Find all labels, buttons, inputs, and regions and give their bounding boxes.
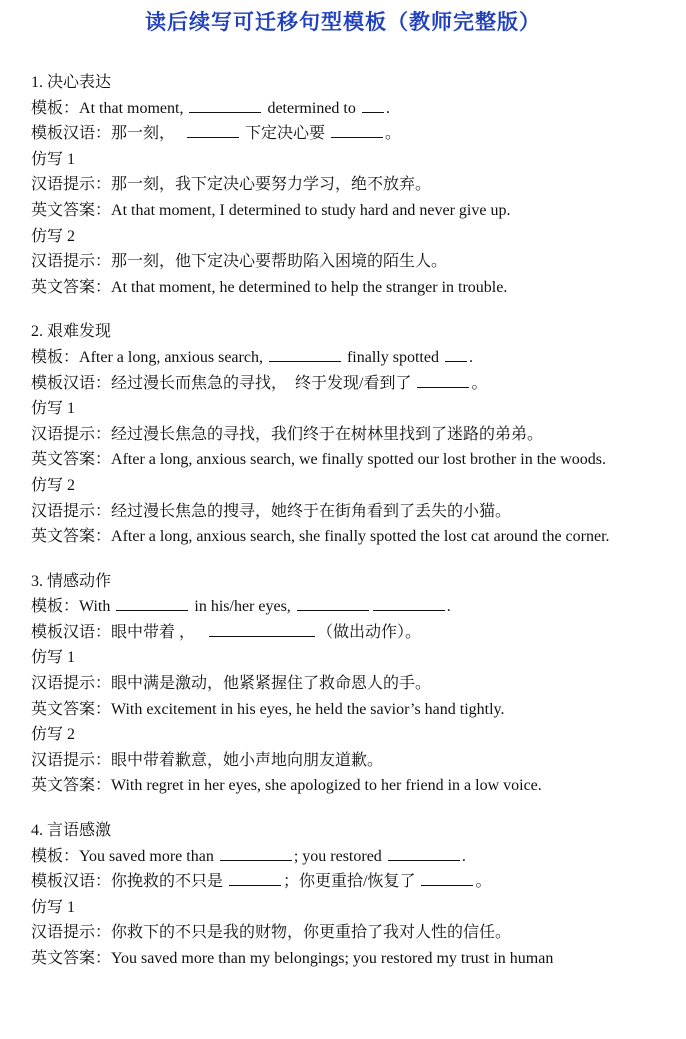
en-answer-line — [31, 447, 654, 473]
template-cn-text: 那一刻， — [111, 125, 176, 143]
en-answer-line — [31, 773, 654, 799]
template-cn-label: 模板汉语： — [31, 873, 112, 891]
section-heading: 1. 决心表达 — [31, 74, 112, 91]
template-cn-line — [31, 620, 654, 646]
cn-hint-text: 经过漫长焦急的寻找，我们终于在树林里找到了迷路的弟弟。 — [111, 425, 544, 443]
en-answer-label: 英文答案： — [31, 278, 112, 296]
en-answer-text: With regret in her eyes, she apologized to her friend in a low voice. — [111, 777, 542, 795]
cn-hint-label: 汉语提示： — [31, 502, 112, 520]
template-cn-line — [31, 121, 654, 147]
en-answer-label: 英文答案： — [31, 451, 112, 469]
template-cn-text: ；你更重拾/恢复了 — [283, 873, 420, 891]
en-answer-line — [31, 275, 654, 301]
template-cn-text: 眼中带着 ， — [111, 623, 196, 641]
template-label: 模板： — [31, 99, 80, 117]
en-answer-text: After a long, anxious search, she finally spotted the lost cat around the corner. — [111, 528, 610, 546]
template-cn-label: 模板汉语： — [31, 623, 112, 641]
fill-blank — [421, 870, 473, 886]
template-text: finally spotted — [342, 348, 443, 366]
template-cn-text: 你挽救的不只是 — [111, 873, 228, 891]
cn-hint-label: 汉语提示： — [31, 751, 112, 769]
en-answer-label: 英文答案： — [31, 950, 112, 967]
cn-hint-label: 汉语提示： — [31, 425, 112, 443]
cn-hint-line — [31, 422, 654, 448]
fill-blank — [388, 845, 460, 861]
template-line — [31, 345, 654, 371]
template-cn-text: 。 — [475, 873, 492, 891]
cn-hint-line — [31, 249, 654, 275]
fill-blank — [187, 122, 239, 138]
imitation-1-label: 仿写 1 — [31, 150, 76, 168]
template-cn-text: 经过漫长而焦急的寻找， 终于发现/看到了 — [111, 374, 416, 392]
template-text: . — [385, 99, 390, 117]
en-answer-text: With excitement in his eyes, he held the savior’s hand tightly. — [111, 700, 505, 718]
template-text: After a long, anxious search, — [79, 348, 267, 366]
en-answer-label: 英文答案： — [31, 700, 112, 718]
imitation-1-label: 仿写 1 — [31, 649, 76, 667]
section-verbal-gratitude — [31, 818, 654, 972]
document-content — [31, 70, 654, 991]
fill-blank — [362, 97, 384, 113]
fill-blank — [373, 595, 445, 611]
template-cn-text: 。 — [471, 374, 488, 392]
cn-hint-label: 汉语提示： — [31, 253, 112, 271]
template-cn-text: 下定决心要 — [241, 125, 330, 143]
fill-blank — [189, 97, 261, 113]
section-difficult-discovery — [31, 319, 654, 549]
document-title: 读后续写可迁移句型模板（教师完整版） — [145, 10, 541, 34]
fill-blank — [297, 595, 369, 611]
template-text: ; you restored — [293, 847, 386, 865]
fill-blank — [116, 595, 188, 611]
template-label: 模板： — [31, 348, 80, 366]
template-text: With — [79, 598, 115, 616]
template-cn-line — [31, 869, 654, 895]
cn-hint-text: 那一刻，他下定决心要帮助陷入困境的陌生人。 — [111, 253, 448, 271]
fill-blank — [269, 346, 341, 362]
cn-hint-text: 眼中带着歉意，她小声地向朋友道歉。 — [111, 751, 384, 769]
en-answer-line — [31, 946, 654, 972]
en-answer-label: 英文答案： — [31, 528, 112, 546]
en-answer-text: At that moment, he determined to help the stranger in trouble. — [111, 278, 508, 296]
template-cn-text: （做出动作）。 — [317, 623, 422, 641]
template-cn-label: 模板汉语： — [31, 374, 112, 392]
imitation-1-label: 仿写 1 — [31, 898, 76, 916]
en-answer-line — [31, 198, 654, 224]
fill-blank — [220, 845, 292, 861]
en-answer-label: 英文答案： — [31, 201, 112, 219]
cn-hint-line — [31, 671, 654, 697]
cn-hint-text: 眼中满是激动，他紧紧握住了救命恩人的手。 — [111, 675, 432, 693]
template-line — [31, 844, 654, 870]
imitation-1-label: 仿写 1 — [31, 400, 76, 418]
en-answer-text: After a long, anxious search, we finally spotted our lost brother in the woods. — [111, 451, 607, 469]
en-answer-line — [31, 524, 654, 550]
cn-hint-line — [31, 748, 654, 774]
section-determination — [31, 70, 654, 300]
template-cn-line — [31, 371, 654, 397]
template-text: determined to — [263, 99, 360, 117]
imitation-2-label: 仿写 2 — [31, 227, 76, 245]
fill-blank — [445, 346, 467, 362]
fill-blank — [209, 621, 315, 637]
cn-hint-text: 你救下的不只是我的财物，你更重拾了我对人性的信任。 — [111, 924, 512, 942]
cn-hint-text: 那一刻，我下定决心要努力学习，绝不放弃。 — [111, 176, 432, 194]
template-text: At that moment, — [79, 99, 188, 117]
cn-hint-line — [31, 920, 654, 946]
cn-hint-label: 汉语提示： — [31, 675, 112, 693]
section-heading: 4. 言语感激 — [31, 822, 112, 840]
en-answer-label: 英文答案： — [31, 777, 112, 795]
section-emotion-action — [31, 569, 654, 799]
template-label: 模板： — [31, 598, 80, 616]
template-cn-text: 。 — [385, 125, 402, 143]
template-text: in his/her eyes, — [190, 598, 295, 616]
en-answer-text: At that moment, I determined to study hard and never give up. — [111, 201, 511, 219]
fill-blank — [417, 372, 469, 388]
cn-hint-line — [31, 172, 654, 198]
en-answer-line — [31, 697, 654, 723]
section-heading: 3. 情感动作 — [31, 572, 112, 590]
fill-blank — [331, 122, 383, 138]
section-heading: 2. 艰难发现 — [31, 323, 112, 341]
en-answer-text: You saved more than my belongings; you restored my trust in human — [111, 950, 554, 967]
template-label: 模板： — [31, 847, 80, 865]
template-cn-label: 模板汉语： — [31, 125, 112, 143]
template-line — [31, 96, 654, 122]
template-text: . — [461, 847, 466, 865]
cn-hint-label: 汉语提示： — [31, 924, 112, 942]
imitation-2-label: 仿写 2 — [31, 476, 76, 494]
cn-hint-text: 经过漫长焦急的搜寻，她终于在街角看到了丢失的小猫。 — [111, 502, 512, 520]
cn-hint-line — [31, 499, 654, 525]
template-text: . — [468, 348, 473, 366]
fill-blank — [229, 870, 281, 886]
cn-hint-label: 汉语提示： — [31, 176, 112, 194]
template-line — [31, 594, 654, 620]
template-text: . — [446, 598, 451, 616]
template-text: You saved more than — [79, 847, 218, 865]
imitation-2-label: 仿写 2 — [31, 726, 76, 744]
